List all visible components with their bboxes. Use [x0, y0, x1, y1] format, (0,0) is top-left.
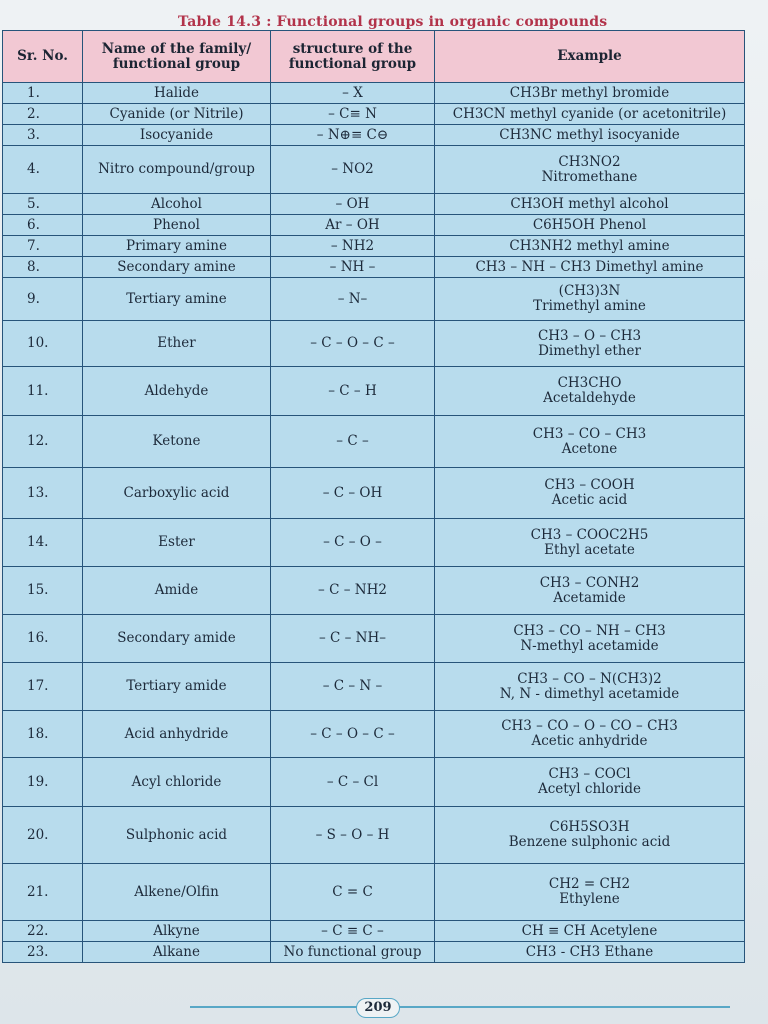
row-name: Phenol	[83, 215, 271, 236]
example-line: Acetic anhydride	[531, 733, 648, 749]
row-name: Ketone	[83, 416, 271, 468]
row-example	[435, 104, 745, 125]
row-sr: 11.	[3, 367, 83, 416]
table-row	[3, 257, 745, 278]
page-number: 209	[356, 998, 400, 1018]
row-example	[435, 567, 745, 615]
row-example	[435, 83, 745, 104]
table-row	[3, 416, 745, 468]
page-footer	[0, 996, 768, 1024]
example-line: CH3 – CO – N(CH3)2	[517, 670, 662, 687]
row-structure: – NO2	[271, 146, 435, 194]
row-name: Acid anhydride	[83, 711, 271, 758]
example-line: C6H5SO3H	[549, 819, 630, 835]
row-sr: 6.	[3, 215, 83, 236]
table-row	[3, 807, 745, 864]
example-line: Acetaldehyde	[543, 390, 636, 406]
example-line: CH ≡ CH Acetylene	[521, 922, 658, 939]
row-structure: Ar – OH	[271, 215, 435, 236]
row-structure: – NH –	[271, 257, 435, 278]
row-example	[435, 519, 745, 567]
row-structure: – C – N –	[271, 663, 435, 711]
example-line: CH3OH methyl alcohol	[510, 195, 669, 212]
table-title: Table 14.3 : Functional groups in organic compounds	[178, 14, 608, 30]
row-example	[435, 236, 745, 257]
row-name: Halide	[83, 83, 271, 104]
example-line: CH3CHO	[557, 375, 622, 391]
row-sr: 3.	[3, 125, 83, 146]
row-name: Isocyanide	[83, 125, 271, 146]
row-structure: – C –	[271, 416, 435, 468]
row-name: Secondary amine	[83, 257, 271, 278]
example-line: CH3 – CO – O – CO – CH3	[501, 718, 678, 734]
row-structure: – C≡ N	[271, 104, 435, 125]
row-name: Aldehyde	[83, 367, 271, 416]
example-line: (CH3)3N	[558, 283, 621, 299]
table-row	[3, 146, 745, 194]
example-line: N, N - dimethyl acetamide	[499, 685, 680, 702]
row-sr: 22.	[3, 921, 83, 942]
row-name: Secondary amide	[83, 615, 271, 663]
row-example	[435, 807, 745, 864]
table-row	[3, 711, 745, 758]
row-structure: – C – H	[271, 367, 435, 416]
row-example	[435, 146, 745, 194]
row-name: Cyanide (or Nitrile)	[83, 104, 271, 125]
row-name: Ether	[83, 321, 271, 367]
row-structure: – C – O – C –	[271, 321, 435, 367]
example-line: CH3 – CONH2	[539, 574, 640, 591]
functional-groups-table	[2, 30, 745, 963]
example-line: CH3CN methyl cyanide (or acetonitrile)	[452, 105, 727, 122]
example-line: CH3NC methyl isocyanide	[499, 126, 680, 143]
row-sr: 7.	[3, 236, 83, 257]
example-line: CH3 – COCl	[548, 766, 631, 782]
row-sr: 8.	[3, 257, 83, 278]
row-name: Acyl chloride	[83, 758, 271, 807]
row-sr: 5.	[3, 194, 83, 215]
example-line: CH3 – CO – CH3	[532, 425, 647, 442]
row-sr: 13.	[3, 468, 83, 519]
row-sr: 16.	[3, 615, 83, 663]
row-name: Ester	[83, 519, 271, 567]
table-row	[3, 321, 745, 367]
row-example	[435, 194, 745, 215]
row-structure: – C – O – C –	[271, 711, 435, 758]
row-name: Alkene/Olfin	[83, 864, 271, 921]
row-structure: – OH	[271, 194, 435, 215]
row-name: Alkyne	[83, 921, 271, 942]
table-row	[3, 758, 745, 807]
row-sr: 19.	[3, 758, 83, 807]
table-row	[3, 615, 745, 663]
example-line: CH3 - CH3 Ethane	[525, 943, 654, 960]
example-line: Ethylene	[559, 891, 620, 907]
table-row	[3, 921, 745, 942]
row-structure: – C – O –	[271, 519, 435, 567]
example-line: CH3 – O – CH3	[537, 327, 642, 344]
header-sr: Sr. No.	[3, 31, 83, 83]
row-structure: – C – NH–	[271, 615, 435, 663]
header-example: Example	[435, 31, 745, 83]
table-row	[3, 567, 745, 615]
row-structure: – C – NH2	[271, 567, 435, 615]
row-sr: 9.	[3, 278, 83, 321]
row-sr: 17.	[3, 663, 83, 711]
table-row	[3, 194, 745, 215]
example-line: CH3 – CO – NH – CH3	[513, 622, 666, 639]
example-line: Dimethyl ether	[538, 342, 641, 359]
footer-line	[190, 1006, 730, 1008]
header-name: Name of the family/ functional group	[83, 31, 271, 83]
row-example	[435, 758, 745, 807]
example-line: CH3Br methyl bromide	[509, 84, 670, 101]
row-structure: – C – Cl	[271, 758, 435, 807]
row-example	[435, 321, 745, 367]
row-structure: C = C	[271, 864, 435, 921]
header-structure: structure of the functional group	[271, 31, 435, 83]
row-structure: – X	[271, 83, 435, 104]
table-row	[3, 663, 745, 711]
table-body	[3, 83, 745, 963]
example-line: Acetyl chloride	[537, 781, 642, 797]
example-line: Ethyl acetate	[544, 541, 635, 558]
example-line: Nitromethane	[541, 168, 638, 185]
table-row	[3, 367, 745, 416]
row-sr: 1.	[3, 83, 83, 104]
example-line: CH3NH2 methyl amine	[509, 237, 670, 254]
row-example	[435, 942, 745, 963]
table-row	[3, 468, 745, 519]
table-row	[3, 942, 745, 963]
row-name: Carboxylic acid	[83, 468, 271, 519]
row-name: Amide	[83, 567, 271, 615]
row-structure: – S – O – H	[271, 807, 435, 864]
row-name: Sulphonic acid	[83, 807, 271, 864]
table-row	[3, 236, 745, 257]
row-structure: – C – OH	[271, 468, 435, 519]
row-name: Tertiary amide	[83, 663, 271, 711]
example-line: Trimethyl amine	[533, 298, 646, 314]
example-line: C6H5OH Phenol	[532, 216, 647, 233]
row-sr: 21.	[3, 864, 83, 921]
example-line: Acetic acid	[551, 492, 628, 508]
row-example	[435, 615, 745, 663]
row-sr: 23.	[3, 942, 83, 963]
row-sr: 10.	[3, 321, 83, 367]
table-row	[3, 104, 745, 125]
row-sr: 18.	[3, 711, 83, 758]
row-example	[435, 215, 745, 236]
row-sr: 12.	[3, 416, 83, 468]
example-line: CH3NO2	[558, 153, 621, 170]
row-name: Primary amine	[83, 236, 271, 257]
example-line: Acetamide	[553, 589, 626, 606]
example-line: N-methyl acetamide	[520, 637, 659, 654]
row-example	[435, 864, 745, 921]
row-structure: – N–	[271, 278, 435, 321]
table-row	[3, 215, 745, 236]
example-line: Acetone	[561, 440, 618, 457]
row-sr: 15.	[3, 567, 83, 615]
table-row	[3, 125, 745, 146]
example-line: CH3 – COOC2H5	[530, 526, 649, 543]
table-row	[3, 278, 745, 321]
table-row	[3, 83, 745, 104]
row-structure: No functional group	[271, 942, 435, 963]
row-name: Alkane	[83, 942, 271, 963]
table-row	[3, 864, 745, 921]
row-name: Nitro compound/group	[83, 146, 271, 194]
example-line: CH3 – NH – CH3 Dimethyl amine	[475, 258, 704, 275]
row-sr: 14.	[3, 519, 83, 567]
row-example	[435, 921, 745, 942]
row-example	[435, 125, 745, 146]
row-example	[435, 367, 745, 416]
row-name: Tertiary amine	[83, 278, 271, 321]
row-example	[435, 416, 745, 468]
row-name: Alcohol	[83, 194, 271, 215]
row-example	[435, 663, 745, 711]
example-line: CH2 = CH2	[548, 876, 631, 892]
example-line: Benzene sulphonic acid	[508, 834, 671, 850]
row-sr: 20.	[3, 807, 83, 864]
example-line: CH3 – COOH	[544, 477, 635, 493]
row-example	[435, 278, 745, 321]
row-sr: 2.	[3, 104, 83, 125]
table-row	[3, 519, 745, 567]
row-example	[435, 711, 745, 758]
row-structure: – NH2	[271, 236, 435, 257]
row-sr: 4.	[3, 146, 83, 194]
row-structure: – C ≡ C –	[271, 921, 435, 942]
row-example	[435, 468, 745, 519]
row-structure: – N⊕≡ C⊖	[271, 125, 435, 146]
row-example	[435, 257, 745, 278]
